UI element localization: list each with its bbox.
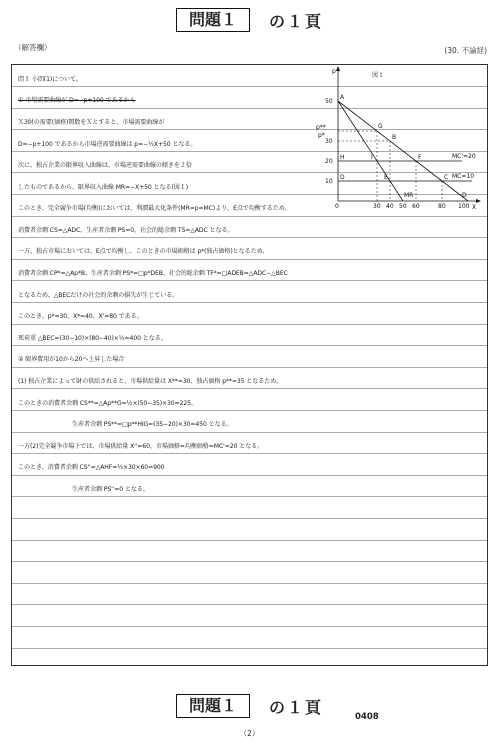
y-axis-label: p [332,68,336,75]
answer-line: 生産者余剰 PS''=0 となる。 [72,486,149,493]
answer-line: 一方、独占市場においては、E点で均衡し、このときの市場価格は p*(独占価格)となるため、 [18,248,269,255]
answer-line: したものであるから、限界収入曲線 MR=−X+50 となる(図１) [18,184,189,191]
note-label: (30. 不論経) [444,46,487,55]
ruled-line [12,583,487,584]
problem-label: 問題１ [176,694,250,718]
y-tick-label: 20 [325,158,333,165]
curve-label: MC'=20 [452,153,476,160]
ruled-line [12,518,487,519]
answer-line: このとき、消費者余剰 CS''=△AHF=½×30×60=900 [18,464,165,471]
ruled-line [12,237,487,238]
y-tick-label: p** [316,124,326,131]
answer-line: 消費者余剰 CS=△ADC、生産者余剰 PS=0、社会的総余剰 TS=△ADC となる。 [18,227,234,234]
ruled-line [12,410,487,411]
curve-label: D [462,192,467,199]
ruled-line [12,648,487,649]
answer-line: 次に、独占企業の限界収入曲線は、市場逆需要曲線の傾きを２倍 [18,162,192,169]
answer-sheet [11,64,488,666]
ruled-line [12,259,487,260]
curve-label: MR [404,192,414,199]
answer-line: 消費者余剰 CP*=△Ap*B、生産者余剰 PS*=□p*DEB、社会的総余剰 TF*=□ADEB=△ADC−△BEC [18,270,288,277]
ruled-line [12,367,487,368]
point-label: A [340,94,345,101]
point-label: C [444,174,449,181]
ruled-line [12,604,487,605]
ruled-line [12,453,487,454]
point-label: B [392,134,397,141]
answer-field-label: （解答欄） [14,43,52,52]
figure-label: 図１ [372,72,385,79]
ruled-line [12,561,487,562]
ruled-line [12,496,487,497]
point-label: D [340,174,345,181]
point-label: E [384,174,388,181]
point-label: G [378,123,383,130]
ruled-line [12,324,487,325]
ruled-line [12,345,487,346]
figure-1-graph [312,64,484,211]
ruled-line [12,432,487,433]
x-tick-label: 80 [438,203,446,210]
ruled-line [12,540,487,541]
y-tick-label: 30 [325,138,333,145]
page-footer [0,694,499,718]
answer-line: となるため、△BECだけの社会的余剰の損失が生じている。 [18,292,179,299]
point-label: H [340,154,345,161]
answer-line: (1) 独占企業によって財の供給されると、市場供給量は X**=30、独占価格 p**=35 となるため、 [18,378,282,385]
answer-line: 一方(2)完全競争市場下では、市場供給量 X''=60、市場価格=均衡価格=MC'=20 となる。 [18,443,264,450]
answer-line: ① 市場需要曲線が D=−p+100 であるから [18,97,136,104]
ruled-line [12,216,487,217]
ruled-line [12,388,487,389]
x-tick-label: 60 [412,203,420,210]
answer-line: 死荷重 △BEC=(30−10)×(80−40)×½=400 となる。 [18,335,167,342]
page-label: の１頁 [269,697,324,717]
point-label: F [418,154,422,161]
answer-line: 生産者余剰 PS**=□p**HIG=(35−20)×30=450 となる。 [72,421,233,428]
x-tick-label: 40 [386,203,394,210]
point-label: I [371,154,373,161]
x-tick-label: 0 [335,203,339,210]
page-label: の１頁 [269,11,324,31]
answer-line: このとき、p*=30、X*=40、X'=80 である。 [18,313,143,320]
y-tick-label: 10 [325,178,333,185]
ruled-line [12,475,487,476]
x-tick-label: 100 [458,203,470,210]
curve-label: MC=10 [452,173,475,180]
ruled-line [12,626,487,627]
y-tick-label: p* [318,132,325,139]
ruled-line [12,302,487,303]
page-number: （2） [239,729,260,738]
ruled-line [12,280,487,281]
answer-line: このとき、完全競争市場(均衡)においては、利潤最大化条件(MR=p=MC)より、E点で均衡するため、 [18,205,291,212]
sheet-code: 0408 [355,712,379,722]
page-header [0,8,499,32]
y-tick-label: 50 [325,98,333,105]
answer-line: Ｘ3財の需要(価格)関数をＸとすると、市場需要曲線が [18,119,165,126]
x-axis-label: X [472,204,477,211]
x-tick-label: 30 [373,203,381,210]
x-tick-label: 50 [399,203,407,210]
answer-line: ② 限界費用が10から20へ上昇した場合 [18,356,125,363]
answer-line: D=−p+100 であるから市場逆需要曲線は p=−½X+50 となる。 [18,141,197,148]
answer-line: 問１ 小問(1)について。 [18,76,82,83]
problem-label: 問題１ [176,8,250,32]
answer-line: このときの消費者余剰 CS**=△Ap**G=½×(50−35)×30=225、 [18,400,197,407]
